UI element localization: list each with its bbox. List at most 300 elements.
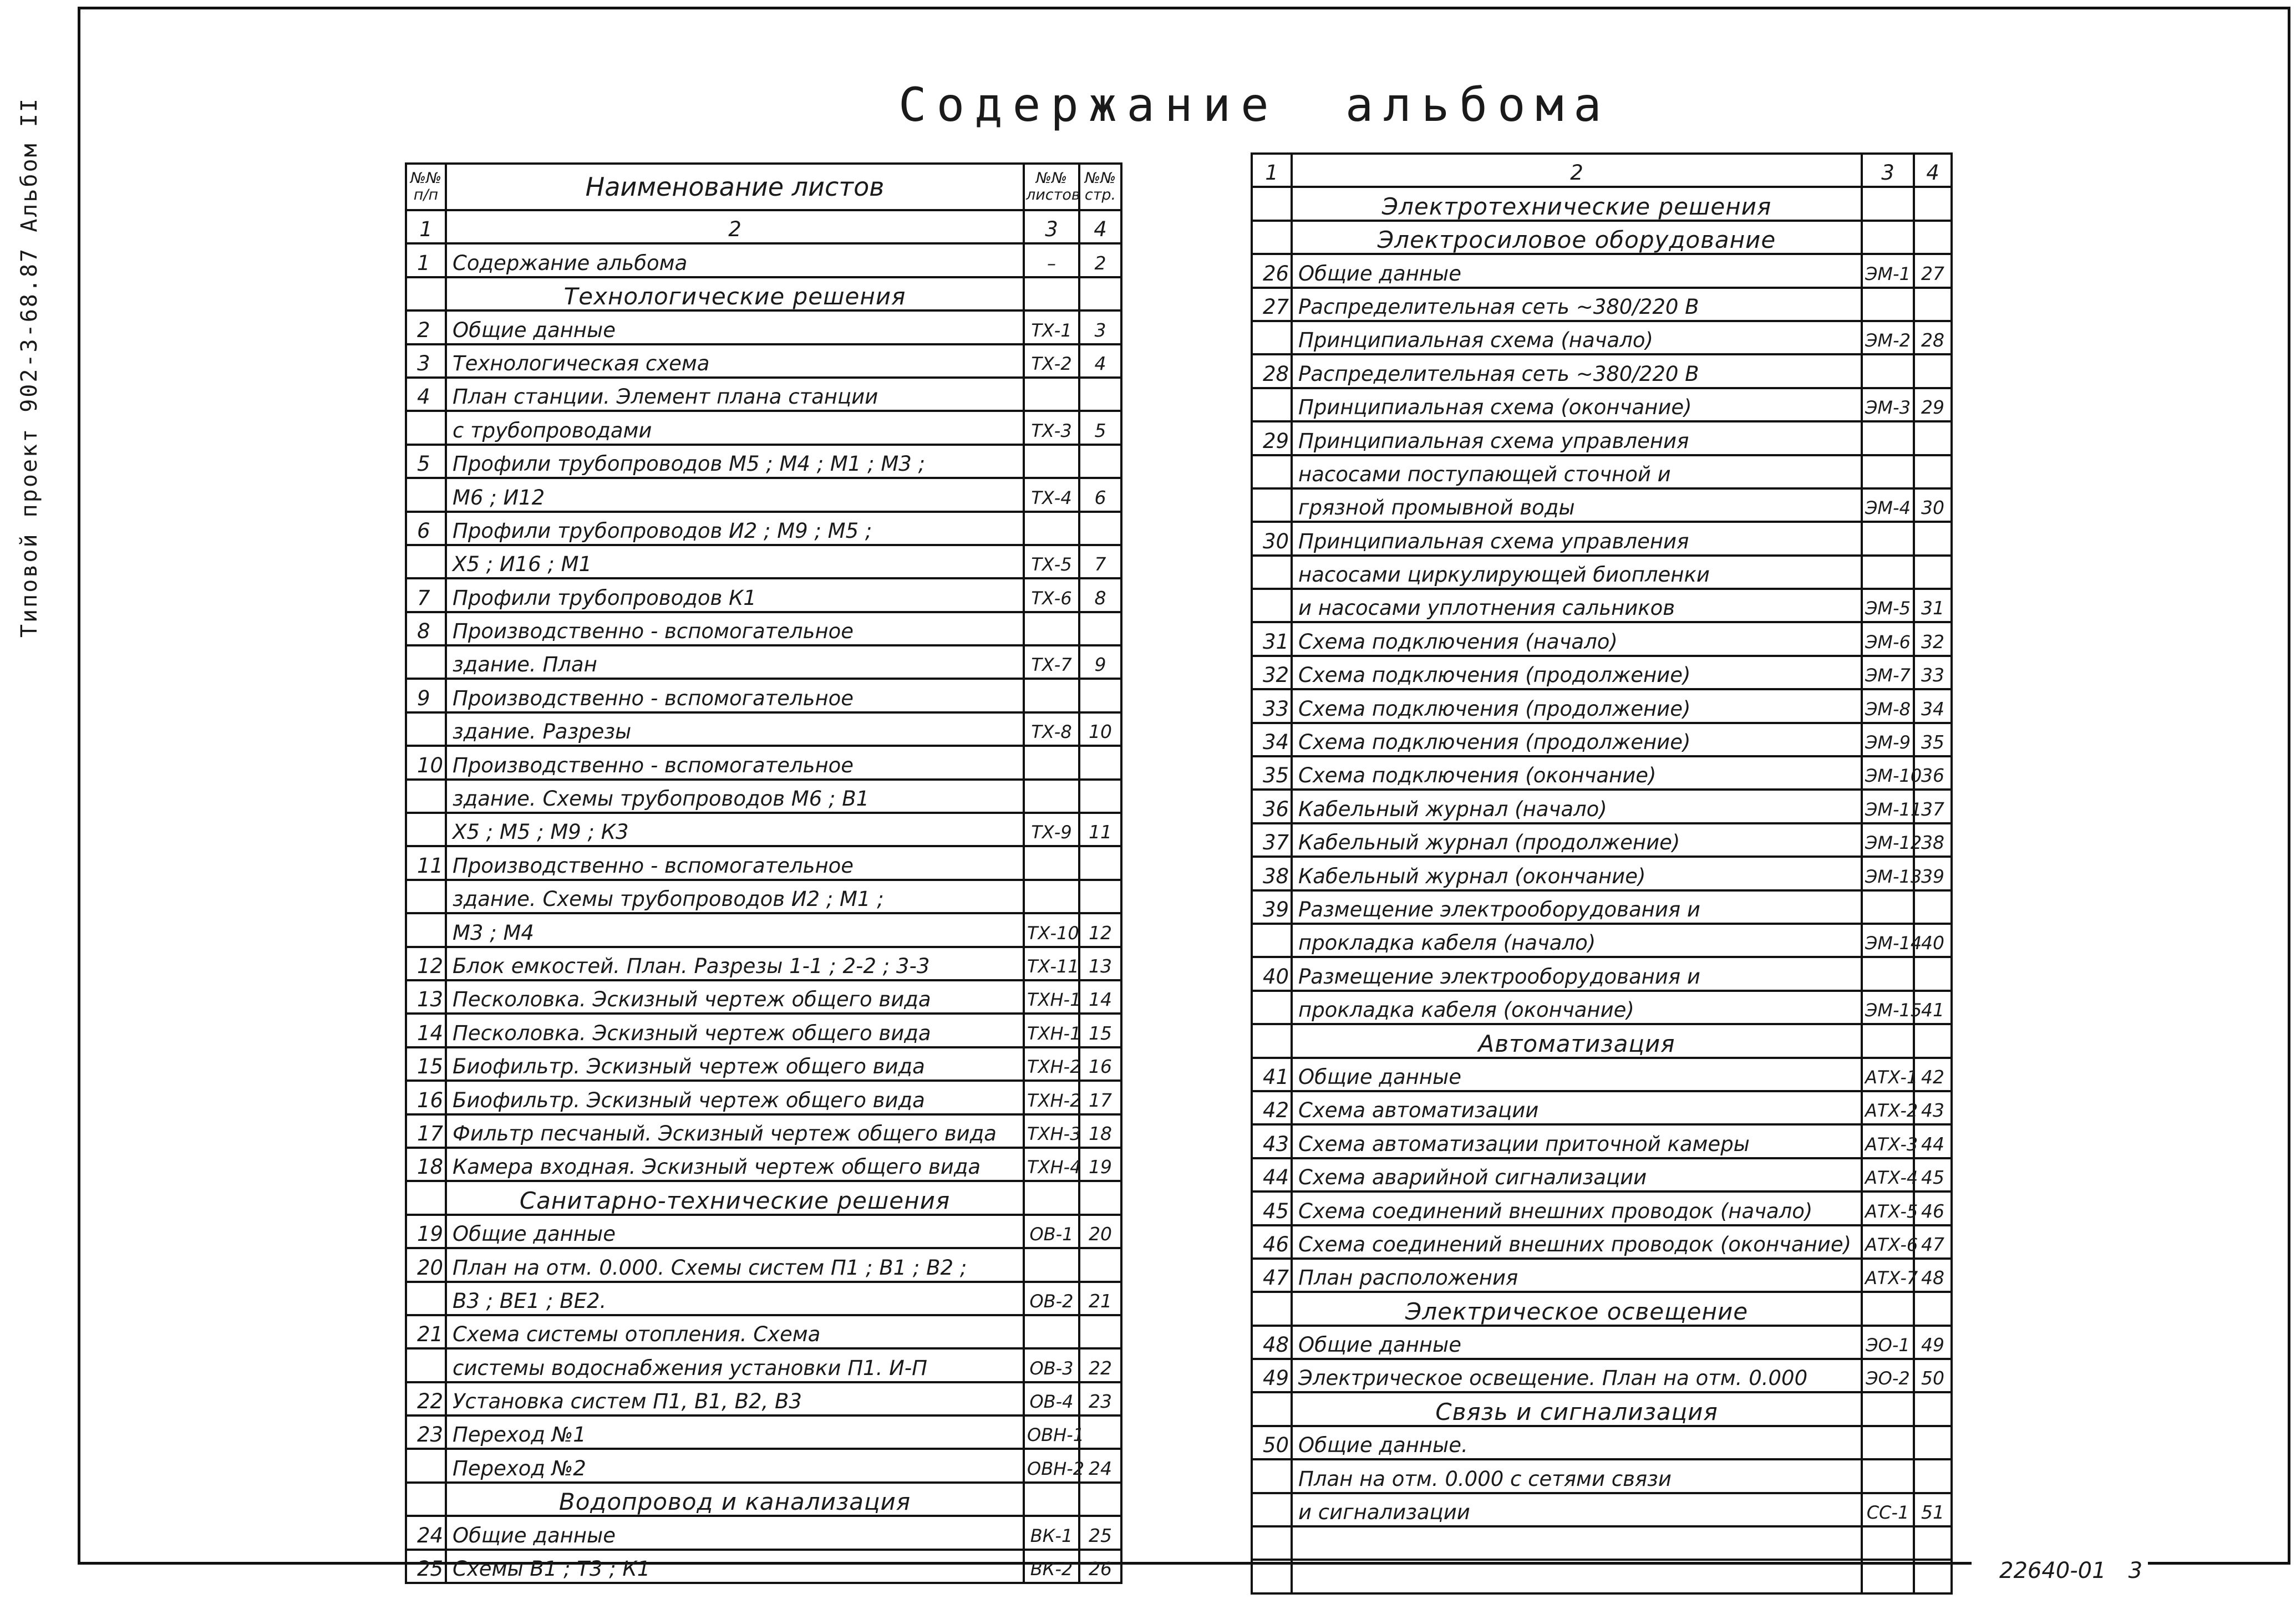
contents-table-left	[405, 162, 1122, 1584]
sheet-code	[1024, 846, 1079, 879]
row-number	[406, 1483, 446, 1516]
sheet-code: ЭМ-14	[1862, 924, 1914, 957]
page-number: 39	[1914, 857, 1952, 890]
page-number	[1079, 1315, 1121, 1348]
page-number: 2	[1079, 243, 1121, 277]
table-row	[1252, 321, 1952, 354]
table-row	[406, 1516, 1121, 1549]
section-row	[1252, 1392, 1952, 1425]
sheet-code: ТХ-1	[1024, 310, 1079, 344]
page-number	[1914, 421, 1952, 455]
row-number: 46	[1252, 1225, 1292, 1259]
column-number: 3	[1862, 154, 1914, 187]
sheet-code: ЭМ-8	[1862, 689, 1914, 722]
sheet-code	[1024, 1483, 1079, 1516]
sheet-name: Кабельный журнал (продолжение)	[1292, 823, 1862, 857]
table-row	[406, 1215, 1121, 1248]
page-number	[1914, 354, 1952, 388]
page-number	[1914, 187, 1952, 220]
row-number: 17	[406, 1114, 446, 1148]
page-number: 22	[1079, 1348, 1121, 1382]
page-number: 21	[1079, 1282, 1121, 1315]
sheet-name: Х5 ; И16 ; М1	[446, 545, 1024, 578]
table-row	[406, 746, 1121, 779]
page-number: 38	[1914, 823, 1952, 857]
sheet-code: ЭМ-4	[1862, 488, 1914, 522]
sheet-name: План на отм. 0.000. Схемы систем П1 ; В1 ; В2 ;	[446, 1248, 1024, 1281]
sheet-code	[1024, 378, 1079, 411]
sheet-code	[1862, 221, 1914, 254]
sheet-code: АТХ-1	[1862, 1058, 1914, 1091]
sheet-name: Принципиальная схема управления	[1292, 522, 1862, 555]
row-number: 43	[1252, 1124, 1292, 1158]
row-number: 41	[1252, 1058, 1292, 1091]
table-row	[406, 1014, 1121, 1047]
row-number: 49	[1252, 1359, 1292, 1392]
table-row	[406, 243, 1121, 277]
column-number: 1	[406, 210, 446, 243]
sheet-code: ТХН-3	[1024, 1114, 1079, 1148]
sheet-code: АТХ-3	[1862, 1124, 1914, 1158]
table-row	[1252, 589, 1952, 622]
column-number: 4	[1079, 210, 1121, 243]
sheet-name: В3 ; ВЕ1 ; ВЕ2.	[446, 1282, 1024, 1315]
table-row	[406, 1550, 1121, 1583]
sheet-name: здание. Разрезы	[446, 712, 1024, 746]
sheet-code: ЭМ-2	[1862, 321, 1914, 354]
row-number: 28	[1252, 354, 1292, 388]
row-number	[406, 411, 446, 444]
page-number: 27	[1914, 254, 1952, 287]
row-number: 8	[406, 612, 446, 645]
row-number: 1	[406, 243, 446, 277]
sheet-name: здание. Схемы трубопроводов М6 ; В1	[446, 780, 1024, 813]
row-number: 16	[406, 1081, 446, 1114]
table-row	[406, 846, 1121, 879]
column-number-row	[406, 210, 1121, 243]
title-word-1: Содержание	[898, 78, 1279, 132]
sheet-code	[1024, 746, 1079, 779]
row-number: 11	[406, 846, 446, 879]
page-number	[1914, 455, 1952, 488]
table-row	[1252, 1191, 1952, 1225]
sheet-code: ОВН-1	[1024, 1415, 1079, 1449]
table-row	[1252, 1058, 1952, 1091]
table-row	[1252, 1560, 1952, 1593]
row-number: 12	[406, 947, 446, 980]
sheet-name	[1292, 1560, 1862, 1593]
sheet-name: и сигнализации	[1292, 1493, 1862, 1526]
table-row	[406, 378, 1121, 411]
sheet-name: М6 ; И12	[446, 478, 1024, 511]
row-number	[1252, 556, 1292, 589]
row-number	[406, 645, 446, 679]
sheet-code: ТХ-5	[1024, 545, 1079, 578]
sheet-code	[1862, 1526, 1914, 1560]
page-number: 29	[1914, 388, 1952, 421]
table-row	[406, 645, 1121, 679]
sheet-name: Переход №2	[446, 1449, 1024, 1482]
row-number: 6	[406, 512, 446, 545]
column-number-row	[1252, 154, 1952, 187]
table-row	[406, 1449, 1121, 1482]
page-number: 18	[1079, 1114, 1121, 1148]
sheet-name: Технологическая схема	[446, 344, 1024, 378]
page-number	[1079, 1483, 1121, 1516]
page-number: 5	[1079, 411, 1121, 444]
page-number: 31	[1914, 589, 1952, 622]
table-row	[1252, 1526, 1952, 1560]
table-row	[406, 813, 1121, 846]
sheet-code	[1862, 522, 1914, 555]
sheet-name: М3 ; М4	[446, 913, 1024, 946]
row-number: 47	[1252, 1259, 1292, 1292]
table-row	[1252, 421, 1952, 455]
row-number	[406, 712, 446, 746]
row-number	[1252, 388, 1292, 421]
row-number: 9	[406, 679, 446, 712]
sheet-name: Общие данные	[1292, 254, 1862, 287]
row-number	[1252, 1493, 1292, 1526]
document-code: 22640-01	[1999, 1558, 2106, 1583]
row-number: 18	[406, 1148, 446, 1181]
sheet-name: Схема системы отопления. Схема	[446, 1315, 1024, 1348]
sheet-code: –	[1024, 243, 1079, 277]
sheet-code	[1862, 556, 1914, 589]
sheet-code: АТХ-7	[1862, 1259, 1914, 1292]
page-number: 41	[1914, 991, 1952, 1024]
sheet-code: ОВ-2	[1024, 1282, 1079, 1315]
table-row	[406, 880, 1121, 913]
row-number: 38	[1252, 857, 1292, 890]
table-row	[1252, 756, 1952, 790]
table-row	[1252, 790, 1952, 823]
section-heading: Водопровод и канализация	[446, 1483, 1024, 1516]
sheet-code	[1862, 455, 1914, 488]
page-number	[1079, 846, 1121, 879]
sheet-name: План на отм. 0.000 с сетями связи	[1292, 1459, 1862, 1493]
sheet-name: Схема подключения (продолжение)	[1292, 723, 1862, 756]
table-row	[1252, 1326, 1952, 1359]
sheet-code	[1862, 187, 1914, 220]
page-number: 32	[1914, 622, 1952, 655]
sheet-name: Общие данные	[1292, 1058, 1862, 1091]
section-row	[406, 1181, 1121, 1214]
sheet-code: ОВ-1	[1024, 1215, 1079, 1248]
sheet-code	[1024, 445, 1079, 478]
sheet-name: План станции. Элемент плана станции	[446, 378, 1024, 411]
sheet-name: Общие данные.	[1292, 1426, 1862, 1459]
sheet-code: АТХ-6	[1862, 1225, 1914, 1259]
page-number	[1079, 746, 1121, 779]
sheet-code	[1862, 354, 1914, 388]
sheet-name: здание. Схемы трубопроводов И2 ; М1 ;	[446, 880, 1024, 913]
sheet-code	[1862, 1560, 1914, 1593]
page-number: 6	[1079, 478, 1121, 511]
page-number	[1914, 1426, 1952, 1459]
row-number	[406, 1348, 446, 1382]
table-row	[406, 980, 1121, 1014]
page-number: 7	[1079, 545, 1121, 578]
sheet-name: План расположения	[1292, 1259, 1862, 1292]
page-number: 20	[1079, 1215, 1121, 1248]
sheet-name: Профили трубопроводов И2 ; М9 ; М5 ;	[446, 512, 1024, 545]
sheet-name: Профили трубопроводов М5 ; М4 ; М1 ; М3 ;	[446, 445, 1024, 478]
table-row	[406, 1315, 1121, 1348]
table-row	[406, 612, 1121, 645]
sheet-code: ТХН-4	[1024, 1148, 1079, 1181]
row-number: 50	[1252, 1426, 1292, 1459]
page-number: 9	[1079, 645, 1121, 679]
sheet-code	[1862, 1426, 1914, 1459]
page-number	[1914, 1292, 1952, 1325]
row-number	[406, 880, 446, 913]
row-number: 3	[406, 344, 446, 378]
sheet-code: ТХ-3	[1024, 411, 1079, 444]
page-number	[1914, 1560, 1952, 1593]
sheet-name: Профили трубопроводов К1	[446, 578, 1024, 612]
sheet-name: прокладка кабеля (начало)	[1292, 924, 1862, 957]
table-row	[406, 1114, 1121, 1148]
sheet-name: Х5 ; М5 ; М9 ; К3	[446, 813, 1024, 846]
sheet-name: Блок емкостей. План. Разрезы 1-1 ; 2-2 ; 3-3	[446, 947, 1024, 980]
row-number: 30	[1252, 522, 1292, 555]
table-row	[1252, 522, 1952, 555]
sheet-code: ЭО-2	[1862, 1359, 1914, 1392]
row-number: 48	[1252, 1326, 1292, 1359]
sheet-name: Общие данные	[1292, 1326, 1862, 1359]
sheet-code	[1862, 1292, 1914, 1325]
page-number: 42	[1914, 1058, 1952, 1091]
table-row	[1252, 1259, 1952, 1292]
sheet-name: Общие данные	[446, 1215, 1024, 1248]
page-number: 28	[1914, 321, 1952, 354]
header-page: №№ стр.	[1079, 164, 1121, 210]
sheet-code: ТХН-1	[1024, 980, 1079, 1014]
sheet-code: ТХН-2	[1024, 1047, 1079, 1081]
table-row	[1252, 455, 1952, 488]
row-number	[1252, 488, 1292, 522]
sheet-code	[1024, 679, 1079, 712]
row-number	[1252, 589, 1292, 622]
page-number: 45	[1914, 1158, 1952, 1191]
table-row	[1252, 488, 1952, 522]
page-number: 37	[1914, 790, 1952, 823]
sheet-name: Схема автоматизации	[1292, 1091, 1862, 1124]
page-number	[1079, 1248, 1121, 1281]
table-row	[1252, 857, 1952, 890]
sheet-name: Фильтр песчаный. Эскизный чертеж общего вида	[446, 1114, 1024, 1148]
sheet-name: насосами поступающей сточной и	[1292, 455, 1862, 488]
row-number: 24	[406, 1516, 446, 1549]
table-row	[406, 780, 1121, 813]
row-number	[406, 277, 446, 310]
sheet-code: ТХ-7	[1024, 645, 1079, 679]
sheet-name: Схема подключения (окончание)	[1292, 756, 1862, 790]
sheet-name: Кабельный журнал (начало)	[1292, 790, 1862, 823]
row-number	[406, 1449, 446, 1482]
row-number: 32	[1252, 656, 1292, 689]
sheet-code: ОВ-4	[1024, 1382, 1079, 1415]
row-number: 13	[406, 980, 446, 1014]
section-row	[1252, 221, 1952, 254]
page-number: 25	[1079, 1516, 1121, 1549]
table-row	[406, 1047, 1121, 1081]
sheet-code: ЭМ-15	[1862, 991, 1914, 1024]
page-number	[1079, 679, 1121, 712]
row-number	[406, 545, 446, 578]
row-number	[1252, 924, 1292, 957]
row-number	[1252, 187, 1292, 220]
header-code: №№ листов	[1024, 164, 1079, 210]
page-number: 48	[1914, 1259, 1952, 1292]
sheet-name: грязной промывной воды	[1292, 488, 1862, 522]
row-number	[1252, 1526, 1292, 1560]
table-row	[1252, 388, 1952, 421]
row-number	[406, 813, 446, 846]
page-number: 11	[1079, 813, 1121, 846]
row-number: 29	[1252, 421, 1292, 455]
row-number	[1252, 321, 1292, 354]
column-number: 2	[446, 210, 1024, 243]
sheet-code: ТХ-6	[1024, 578, 1079, 612]
sheet-code: АТХ-2	[1862, 1091, 1914, 1124]
section-heading: Технологические решения	[446, 277, 1024, 310]
sheet-code: ТХН-1	[1024, 1014, 1079, 1047]
table-row	[406, 947, 1121, 980]
sheet-code: ЭО-1	[1862, 1326, 1914, 1359]
sheet-name: Песколовка. Эскизный чертеж общего вида	[446, 1014, 1024, 1047]
page-number: 40	[1914, 924, 1952, 957]
page-number: 46	[1914, 1191, 1952, 1225]
page-number: 13	[1079, 947, 1121, 980]
page-number: 16	[1079, 1047, 1121, 1081]
table-row	[406, 411, 1121, 444]
table-row	[1252, 656, 1952, 689]
sheet-code: ВК-2	[1024, 1550, 1079, 1583]
table-row	[1252, 723, 1952, 756]
row-number	[406, 913, 446, 946]
sheet-code: ТХ-2	[1024, 344, 1079, 378]
side-stamp: Типовой проект 902-3-68.87 Альбом II	[17, 97, 42, 638]
sheet-name: с трубопроводами	[446, 411, 1024, 444]
row-number: 42	[1252, 1091, 1292, 1124]
sheet-code: ЭМ-7	[1862, 656, 1914, 689]
table-row	[1252, 823, 1952, 857]
sheet-name: Установка систем П1, В1, В2, В3	[446, 1382, 1024, 1415]
sheet-name: Схема подключения (продолжение)	[1292, 656, 1862, 689]
section-row	[406, 1483, 1121, 1516]
table-row	[1252, 924, 1952, 957]
row-number: 44	[1252, 1158, 1292, 1191]
row-number: 15	[406, 1047, 446, 1081]
table-row	[406, 1348, 1121, 1382]
sheet-code	[1024, 780, 1079, 813]
sheet-code: ОВ-3	[1024, 1348, 1079, 1382]
page-number: 49	[1914, 1326, 1952, 1359]
row-number: 14	[406, 1014, 446, 1047]
column-number: 1	[1252, 154, 1292, 187]
page-number: 4	[1079, 344, 1121, 378]
sheet-name: Схема соединений внешних проводок (окончание)	[1292, 1225, 1862, 1259]
sheet-code	[1862, 1459, 1914, 1493]
column-number: 4	[1914, 154, 1952, 187]
sheet-code: ЭМ-12	[1862, 823, 1914, 857]
row-number: 25	[406, 1550, 446, 1583]
row-number: 4	[406, 378, 446, 411]
row-number	[1252, 991, 1292, 1024]
page-number: 33	[1914, 656, 1952, 689]
section-heading: Автоматизация	[1292, 1024, 1862, 1057]
table-row	[1252, 1124, 1952, 1158]
contents-table-right	[1251, 152, 1953, 1595]
page-title	[898, 78, 1678, 132]
sheet-name: и насосами уплотнения сальников	[1292, 589, 1862, 622]
row-number: 10	[406, 746, 446, 779]
page-number: 44	[1914, 1124, 1952, 1158]
row-number: 35	[1252, 756, 1292, 790]
section-heading: Санитарно-технические решения	[446, 1181, 1024, 1214]
sheet-number	[1972, 1558, 2148, 1583]
sheet-name: Схема аварийной сигнализации	[1292, 1158, 1862, 1191]
row-number	[406, 780, 446, 813]
page-number: 10	[1079, 712, 1121, 746]
sheet-code: АТХ-4	[1862, 1158, 1914, 1191]
page-number: 3	[1079, 310, 1121, 344]
sheet-name: Схема соединений внешних проводок (начало)	[1292, 1191, 1862, 1225]
table-row	[1252, 1158, 1952, 1191]
row-number: 31	[1252, 622, 1292, 655]
table-row	[1252, 1426, 1952, 1459]
row-number	[1252, 1459, 1292, 1493]
sheet-name: Схемы В1 ; Т3 ; К1	[446, 1550, 1024, 1583]
sheet-code: ЭМ-9	[1862, 723, 1914, 756]
row-number	[1252, 1292, 1292, 1325]
sheet-name: Переход №1	[446, 1415, 1024, 1449]
page-number: 14	[1079, 980, 1121, 1014]
sheet-name: Принципиальная схема (начало)	[1292, 321, 1862, 354]
title-word-2: альбома	[1345, 78, 1612, 132]
page-number	[1079, 378, 1121, 411]
sheet-code: ОВН-2	[1024, 1449, 1079, 1482]
sheet-code: ТХН-2	[1024, 1081, 1079, 1114]
row-number: 40	[1252, 957, 1292, 990]
sheet-code: ЭМ-13	[1862, 857, 1914, 890]
header-num: №№ п/п	[406, 164, 446, 210]
section-heading: Электросиловое оборудование	[1292, 221, 1862, 254]
page-number: 8	[1079, 578, 1121, 612]
table-row	[1252, 1459, 1952, 1493]
page-number	[1914, 1024, 1952, 1057]
sheet-name: Биофильтр. Эскизный чертеж общего вида	[446, 1081, 1024, 1114]
sheet-name: Общие данные	[446, 1516, 1024, 1549]
sheet-name: Производственно - вспомогательное	[446, 846, 1024, 879]
sheet-code: СС-1	[1862, 1493, 1914, 1526]
table-row	[1252, 1359, 1952, 1392]
table-row	[406, 1081, 1121, 1114]
table-row	[406, 478, 1121, 511]
page-number: 43	[1914, 1091, 1952, 1124]
header-name: Наименование листов	[446, 164, 1024, 210]
row-number: 22	[406, 1382, 446, 1415]
table-row	[406, 679, 1121, 712]
table-row	[406, 712, 1121, 746]
row-number	[1252, 1024, 1292, 1057]
row-number: 2	[406, 310, 446, 344]
sheet-name: здание. План	[446, 645, 1024, 679]
sheet-name: Песколовка. Эскизный чертеж общего вида	[446, 980, 1024, 1014]
table-row	[1252, 556, 1952, 589]
